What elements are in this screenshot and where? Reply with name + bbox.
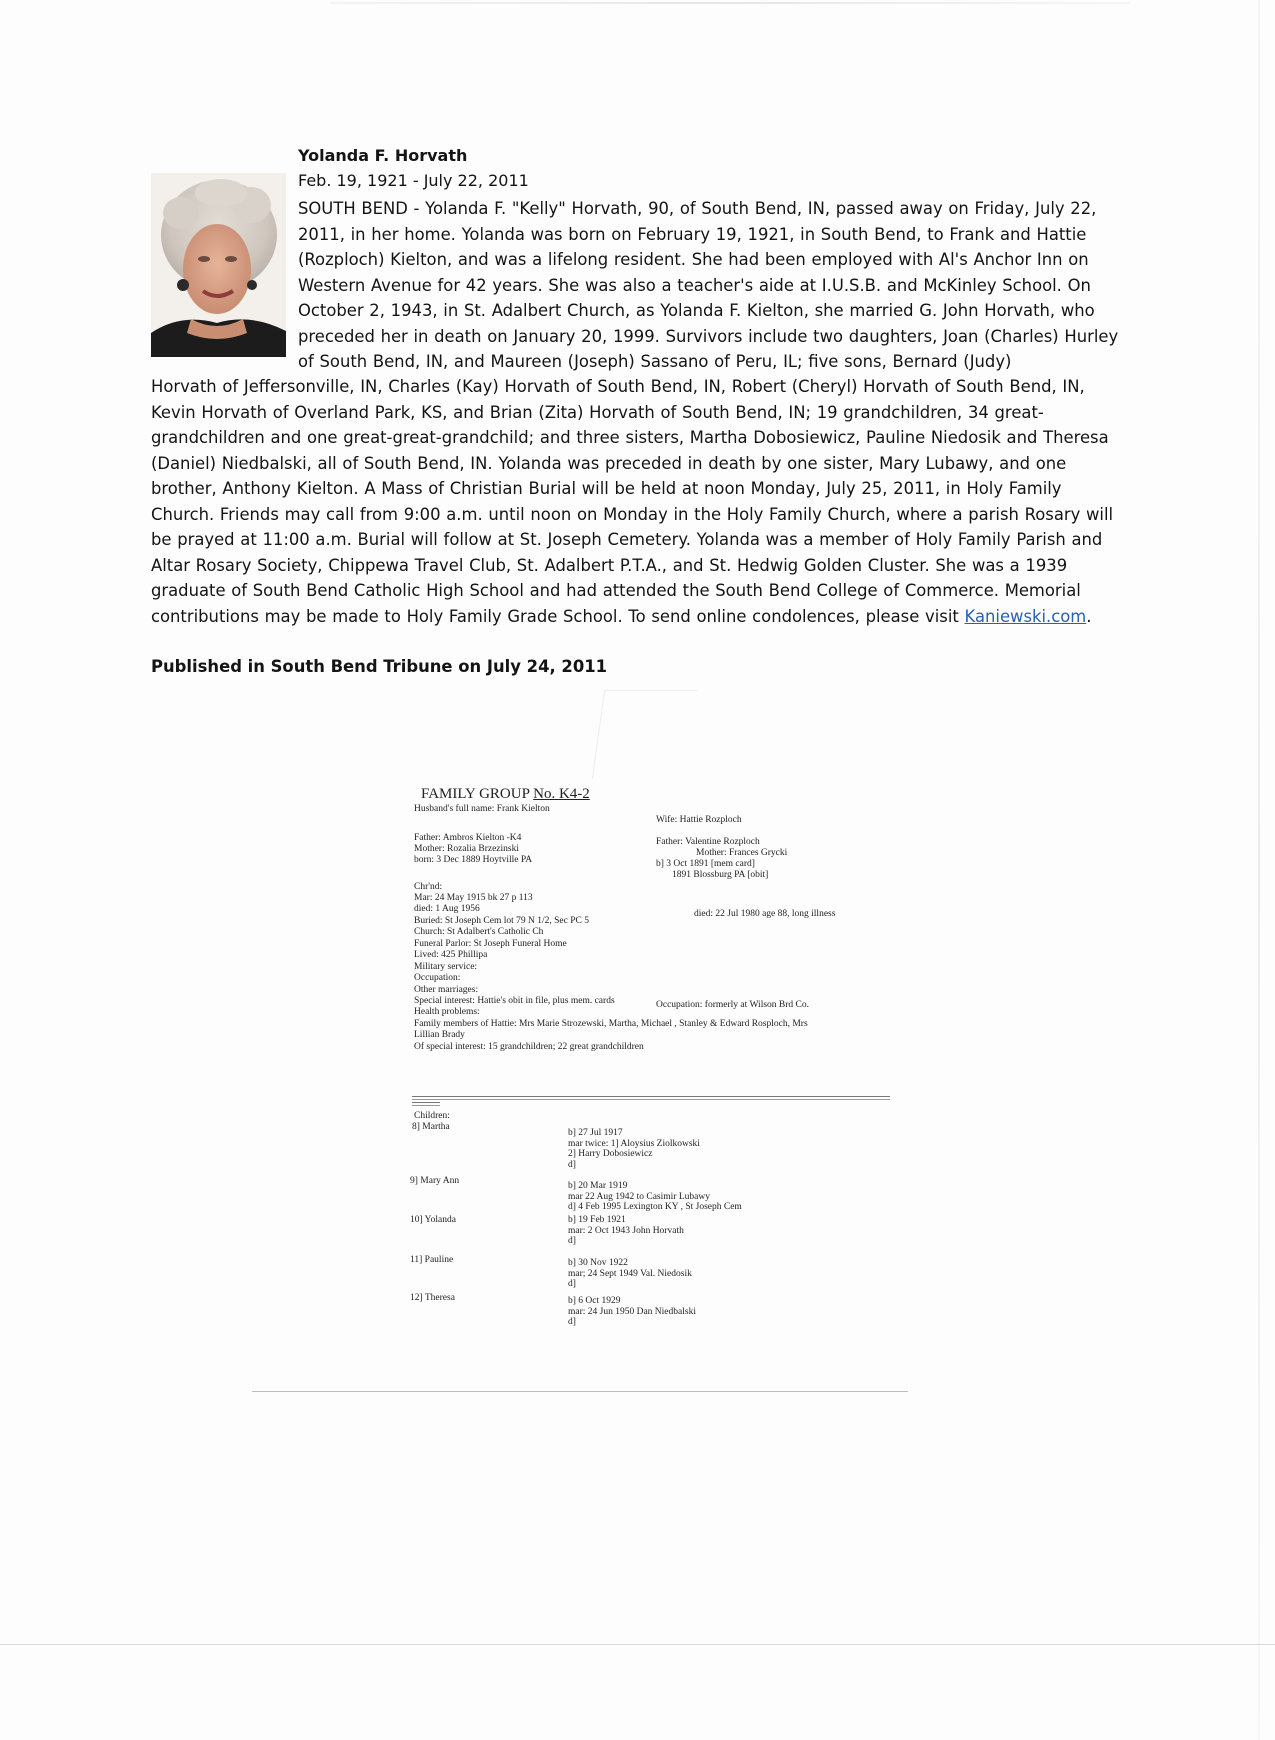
link-period: . — [1086, 606, 1092, 626]
child-detail-line: d] — [568, 1317, 576, 1327]
child-detail-line: d] — [568, 1236, 576, 1246]
child-name: 12] Theresa — [410, 1293, 455, 1303]
child-detail-line: d] — [568, 1159, 576, 1170]
divider-line — [412, 1099, 890, 1100]
scan-top-edge — [330, 2, 1130, 4]
wife-born: b] 3 Oct 1891 [mem card] — [656, 859, 755, 869]
marriage: Mar: 24 May 1915 bk 27 p 113 — [414, 893, 533, 903]
child-detail-line: b] 27 Jul 1917 — [568, 1128, 623, 1138]
wife-mother: Mother: Frances Grycki — [696, 848, 788, 858]
husband-died: died: 1 Aug 1956 — [414, 904, 480, 914]
other-marriages: Other marriages: — [414, 985, 479, 995]
occupation: Occupation: — [414, 973, 461, 983]
lived: Lived: 425 Phillipa — [414, 950, 488, 960]
obituary-name: Yolanda F. Horvath — [298, 146, 468, 165]
christened: Chr'nd: — [414, 882, 443, 892]
child-detail-line: b] 19 Feb 1921 — [568, 1215, 626, 1225]
child-details — [568, 1296, 868, 1328]
family-members-cont: Lillian Brady — [414, 1030, 465, 1040]
child-details — [568, 1215, 868, 1247]
scan-bottom-edge — [0, 1644, 1275, 1645]
child-name: 9] Mary Ann — [410, 1176, 460, 1186]
church: Church: St Adalbert's Catholic Ch — [414, 927, 544, 937]
funeral-parlor: Funeral Parlor: St Joseph Funeral Home — [414, 939, 567, 949]
child-details — [568, 1128, 868, 1170]
husband-born: born: 3 Dec 1889 Hoytville PA — [414, 855, 533, 865]
child-name: 10] Yolanda — [410, 1215, 456, 1225]
obituary-text-continued: Horvath of Jeffersonville, IN, Charles (Kay) Horvath of South Bend, IN, Robert (Cheryl) Horvath of South Bend, IN, Kevin Horvath of Overland Park, KS, and Brian (Zita) Horvath of South Bend, IN; 19 grandchildren, 34 great-grandchildren and one great-great-grandchild; and three sisters, Martha Dobosiewicz, Pauline Niedosik and Theresa (Daniel) Niedbalski, all of South Bend, IN. Yolanda was preceded in death by one sister, Mary Lubawy, and one brother, Anthony Kielton. A Mass of Christian Burial will be held at noon Monday, July 25, 2011, in Holy Family Church. Friends may call from 9:00 a.m. until noon on Monday in the Holy Family Church, where a parish Rosary will be prayed at 11:00 a.m. Burial will follow at St. Joseph Cemetery. Yolanda was a member of Holy Family Parish and Altar Rosary Society, Chippewa Travel Club, St. Adalbert P.T.A., and St. Hedwig Golden Cluster. She was a 1939 graduate of South Bend Catholic High School and had attended the South Bend College of Commerce. Memorial contributions may be made to Holy Family Grade School. To send online condolences, please visit — [151, 377, 1114, 626]
wife-father: Father: Valentine Rozploch — [656, 837, 760, 847]
child-name: 8] Martha — [412, 1122, 450, 1132]
child-detail-line: mar; 24 Sept 1949 Val. Niedosik — [568, 1268, 692, 1279]
health-problems: Health problems: — [414, 1007, 480, 1017]
husband-father: Father: Ambros Kielton -K4 — [414, 833, 522, 843]
family-group-label: FAMILY GROUP — [421, 786, 530, 802]
child-detail-line: d] 4 Feb 1995 Lexington KY , St Joseph Cem — [568, 1202, 742, 1212]
family-group-number: No. K4-2 — [533, 786, 590, 802]
child-detail-line: b] 20 Mar 1919 — [568, 1181, 628, 1191]
child-detail-line: mar: 2 Oct 1943 John Horvath — [568, 1225, 684, 1236]
wife-occupation: Occupation: formerly at Wilson Brd Co. — [656, 1000, 809, 1010]
of-special-interest: Of special interest: 15 grandchildren; 22 great grandchildren — [414, 1042, 644, 1052]
published-line: Published in South Bend Tribune on July 24, 2011 — [151, 657, 608, 676]
child-name: 11] Pauline — [410, 1255, 454, 1265]
obituary-text-top: SOUTH BEND - Yolanda F. "Kelly" Horvath, 90, of South Bend, IN, passed away on Friday, July 22, 2011, in her home. Yolanda was born on February 19, 1921, in South Bend, to Frank and Hattie (Rozploch) Kielton, and was a lifelong resident. She had been employed with Al's Anchor Inn on Western Avenue for 42 years. She was also a teacher's aide at I.U.S.B. and McKinley School. On October 2, 1943, in St. Adalbert Church, as Yolanda F. Kielton, she married G. John Horvath, who preceded her in death on January 20, 1999. Survivors include two daughters, Joan (Charles) Hurley of South Bend, IN, and Maureen (Joseph) Sassano of Peru, IL; five sons, Bernard (Judy) — [298, 199, 1119, 371]
wife-born-place: 1891 Blossburg PA [obit] — [672, 870, 769, 880]
portrait-photo — [151, 173, 286, 357]
sheet-bottom-line — [252, 1391, 908, 1392]
husband-name: Husband's full name: Frank Kielton — [414, 804, 550, 814]
buried: Buried: St Joseph Cem lot 79 N 1/2, Sec PC 5 — [414, 916, 589, 926]
family-members: Family members of Hattie: Mrs Marie Strozewski, Martha, Michael , Stanley & Edward Rosploch, Mrs — [414, 1019, 808, 1029]
wife-died: died: 22 Jul 1980 age 88, long illness — [694, 909, 836, 919]
family-group-title — [421, 786, 590, 803]
divider-line — [412, 1102, 440, 1103]
scan-smudge — [592, 690, 698, 779]
child-detail-line: 2] Harry Dobosiewicz — [568, 1149, 653, 1159]
military-service: Military service: — [414, 962, 478, 972]
divider-line — [412, 1105, 440, 1106]
special-interest: Special interest: Hattie's obit in file, plus mem. cards — [414, 996, 615, 1006]
children-label: Children: — [414, 1111, 450, 1121]
child-detail-line: d] — [568, 1279, 576, 1289]
wife-name: Wife: Hattie Rozploch — [656, 815, 742, 825]
scan-right-edge — [1258, 0, 1260, 1740]
child-details — [568, 1258, 868, 1290]
child-detail-line: b] 6 Oct 1929 — [568, 1296, 621, 1306]
child-detail-line: mar 22 Aug 1942 to Casimir Lubawy — [568, 1191, 710, 1202]
child-detail-line: b] 30 Nov 1922 — [568, 1258, 628, 1268]
obituary-text-bottom — [151, 374, 1121, 629]
divider-line — [412, 1096, 890, 1097]
obituary-dates: Feb. 19, 1921 - July 22, 2011 — [298, 171, 529, 190]
husband-mother: Mother: Rozalia Brzezinski — [414, 844, 519, 854]
condolences-link[interactable]: Kaniewski.com — [964, 606, 1087, 626]
child-detail-line: mar: 24 Jun 1950 Dan Niedbalski — [568, 1306, 696, 1317]
child-detail-line: mar twice: 1] Aloysius Ziolkowski — [568, 1138, 700, 1149]
child-details — [568, 1181, 868, 1213]
